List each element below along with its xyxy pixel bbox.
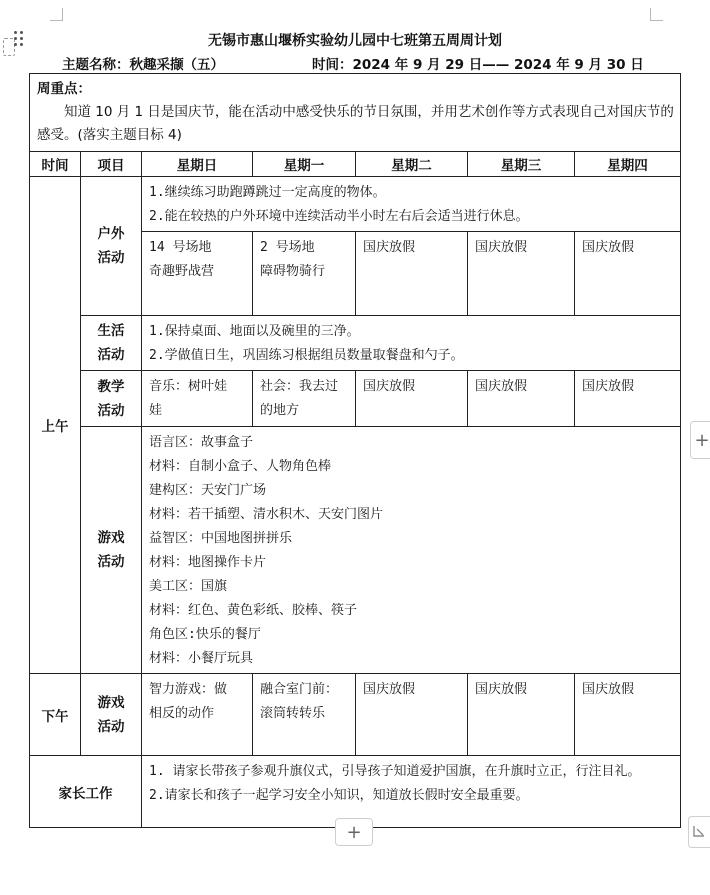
parents-work-cell[interactable] — [142, 756, 681, 828]
game-line: 益智区：中国地图拼拼乐 — [149, 531, 293, 546]
header-wednesday: 星期三 — [468, 152, 575, 177]
teaching-thursday-cell[interactable]: 国庆放假 — [575, 371, 681, 427]
weekly-plan-table — [29, 73, 681, 828]
game-label: 游戏 活动 — [81, 427, 142, 674]
outdoor-goal: 2.能在较热的户外环境中连续活动半小时左右后会适当进行休息。 — [149, 209, 529, 224]
outdoor-monday-cell[interactable]: 2 号场地 障碍物骑行 — [253, 232, 356, 316]
life-label: 生活 活动 — [81, 316, 142, 371]
period-morning: 上午 — [30, 177, 81, 674]
parents-item: 1. 请家长带孩子参观升旗仪式，引导孩子知道爱护国旗，在升旗时立正，行注目礼。 — [149, 764, 641, 779]
add-column-button[interactable] — [690, 421, 710, 459]
game-line: 美工区：国旗 — [149, 579, 228, 594]
plus-icon: + — [694, 429, 710, 451]
game-line: 材料：自制小盒子、人物角色棒 — [149, 459, 332, 474]
week-focus-text: 知道 10 月 1 日是国庆节，能在活动中感受快乐的节日氛围，并用艺术创作等方式表现自己对国庆节的感受。(落实主题目标 4) — [37, 104, 674, 143]
game-line: 材料：小餐厅玩具 — [149, 651, 254, 666]
pm-game-wednesday-cell[interactable]: 国庆放假 — [468, 674, 575, 756]
add-row-button[interactable] — [335, 818, 373, 846]
teaching-sunday-cell[interactable]: 音乐：树叶娃 娃 — [142, 371, 253, 427]
header-monday: 星期一 — [253, 152, 356, 177]
outdoor-goal: 1.继续练习助跑蹲跳过一定高度的物体。 — [149, 185, 386, 200]
header-thursday: 星期四 — [575, 152, 681, 177]
document-title: 无锡市惠山堰桥实验幼儿园中七班第五周周计划 — [208, 33, 502, 49]
outdoor-thursday-cell[interactable]: 国庆放假 — [575, 232, 681, 316]
week-focus-title: 周重点： — [37, 81, 91, 97]
outdoor-label: 户外 活动 — [81, 177, 142, 316]
outdoor-sunday-cell[interactable]: 14 号场地 奇趣野战营 — [142, 232, 253, 316]
table-resize-handle[interactable] — [688, 816, 710, 848]
game-line: 建构区：天安门广场 — [149, 483, 267, 498]
period-afternoon: 下午 — [30, 674, 81, 756]
game-line: 角色区:快乐的餐厅 — [149, 627, 261, 642]
week-focus-cell[interactable] — [30, 74, 681, 152]
pm-game-label: 游戏 活动 — [81, 674, 142, 756]
parents-item: 2.请家长和孩子一起学习安全小知识，知道放长假时安全最重要。 — [149, 788, 529, 803]
theme-name: 主题名称：秋趣采撷（五） — [62, 57, 224, 73]
plus-icon: + — [346, 821, 362, 843]
game-areas-cell[interactable] — [142, 427, 681, 674]
teaching-monday-cell[interactable]: 社会：我去过 的地方 — [253, 371, 356, 427]
parents-label: 家长工作 — [30, 756, 142, 828]
header-row — [30, 152, 681, 177]
outdoor-wednesday-cell[interactable]: 国庆放假 — [468, 232, 575, 316]
life-goal: 1.保持桌面、地面以及碗里的三净。 — [149, 324, 360, 339]
resize-icon — [693, 825, 705, 837]
date-range: 时间：2024 年 9 月 29 日—— 2024 年 9 月 30 日 — [312, 57, 644, 73]
page-corner-mark — [650, 8, 663, 21]
game-line: 材料：红色、黄色彩纸、胶棒、筷子 — [149, 603, 358, 618]
game-line: 材料：若干插塑、清水积木、天安门图片 — [149, 507, 384, 522]
life-goal: 2.学做值日生，巩固练习根据组员数量取餐盘和勺子。 — [149, 348, 464, 363]
life-goals-cell[interactable] — [142, 316, 681, 371]
teaching-label: 教学 活动 — [81, 371, 142, 427]
header-tuesday: 星期二 — [356, 152, 468, 177]
page-corner-mark — [50, 8, 63, 21]
game-line: 材料：地图操作卡片 — [149, 555, 267, 570]
pm-game-thursday-cell[interactable]: 国庆放假 — [575, 674, 681, 756]
teaching-tuesday-cell[interactable]: 国庆放假 — [356, 371, 468, 427]
game-line: 语言区：故事盒子 — [149, 435, 254, 450]
outdoor-goals-cell[interactable] — [142, 177, 681, 232]
header-time: 时间 — [30, 152, 81, 177]
header-item: 项目 — [81, 152, 142, 177]
header-sunday: 星期日 — [142, 152, 253, 177]
pm-game-sunday-cell[interactable]: 智力游戏：做 相反的动作 — [142, 674, 253, 756]
teaching-wednesday-cell[interactable]: 国庆放假 — [468, 371, 575, 427]
pm-game-tuesday-cell[interactable]: 国庆放假 — [356, 674, 468, 756]
outdoor-tuesday-cell[interactable]: 国庆放假 — [356, 232, 468, 316]
pm-game-monday-cell[interactable]: 融合室门前： 滚筒转转乐 — [253, 674, 356, 756]
